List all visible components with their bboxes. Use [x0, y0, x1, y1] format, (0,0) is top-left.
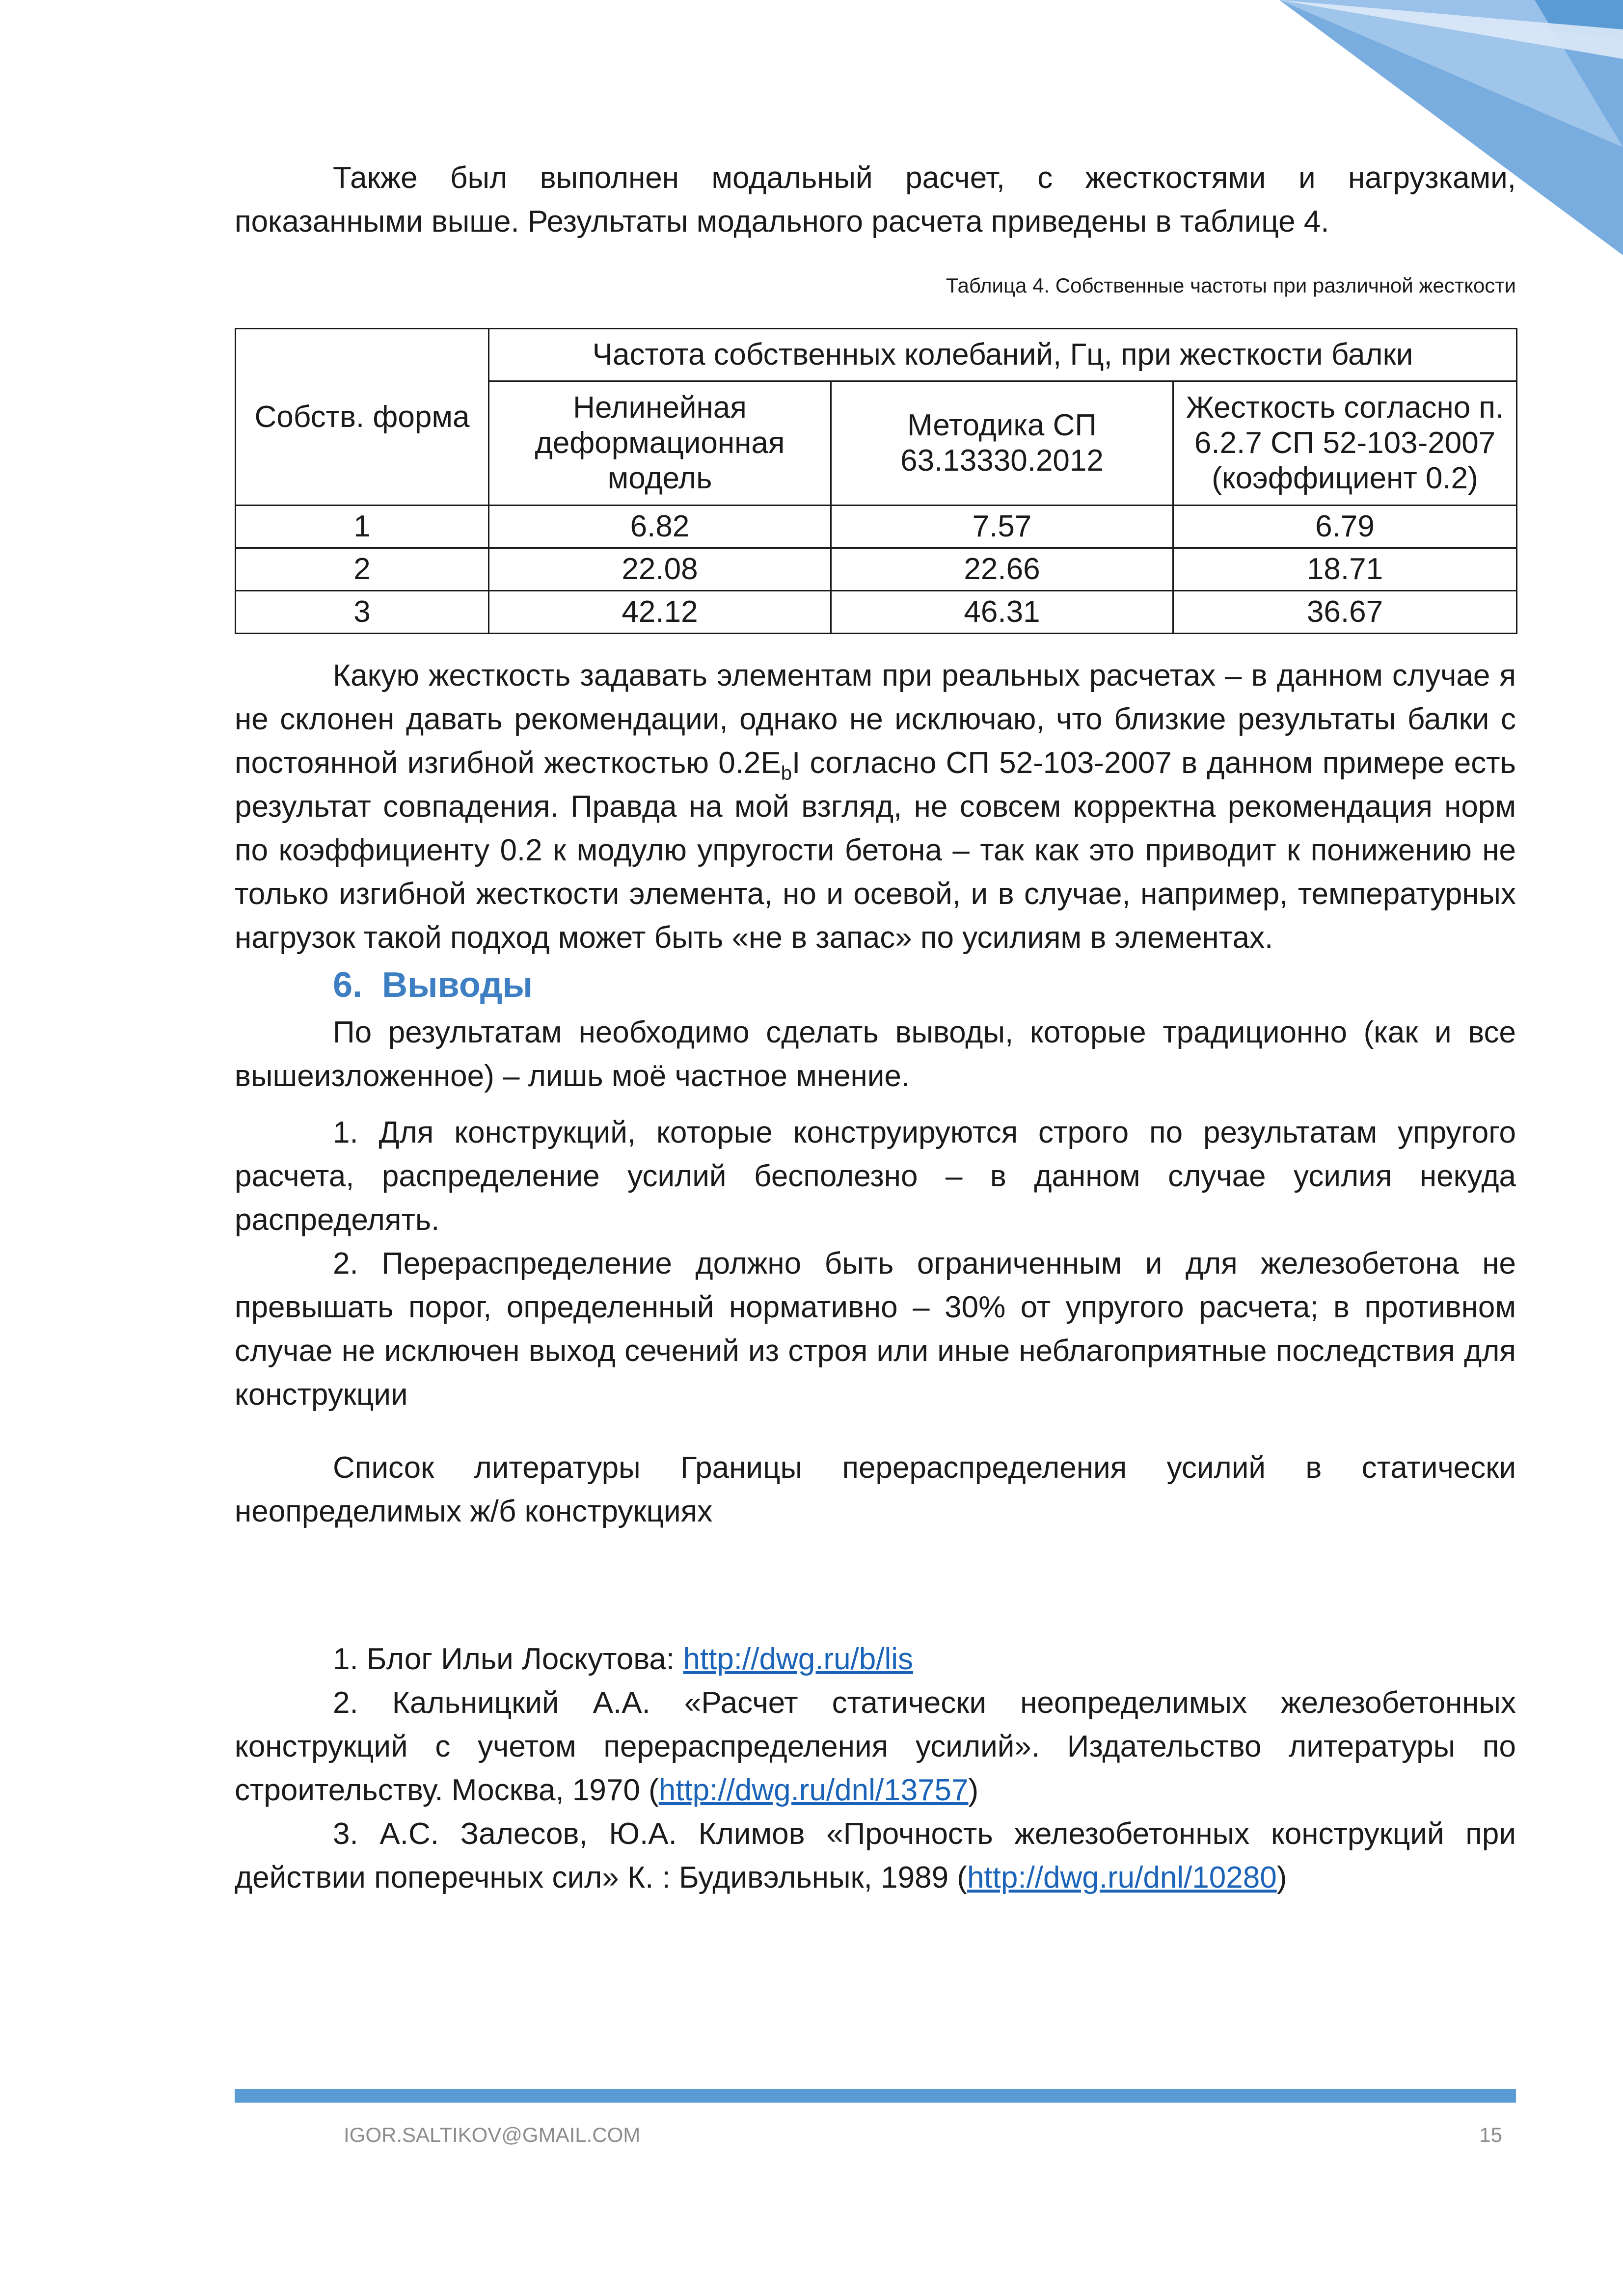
cell-form: 2 [236, 548, 489, 591]
table-row [236, 506, 1517, 548]
header-sp52: Жесткость согласно п. 6.2.7 СП 52-103-2007 (коэффициент 0.2) [1173, 381, 1517, 506]
reference-item: 3. А.С. Залесов, Ю.А. Климов «Прочность железобетонных конструкций при действии поперечных сил» К. : Будивэльнык, 1989 (http://dwg.ru/dnl/10280) [235, 1817, 1516, 1895]
cell-form: 1 [236, 506, 489, 548]
reference-item: 1. Блог Ильи Лоскутова: http://dwg.ru/b/lis [333, 1642, 914, 1676]
table-row [236, 591, 1517, 634]
cell-nonlinear: 42.12 [489, 591, 831, 634]
conclusion-item: 2. Перераспределение должно быть ограниченным и для железобетона не превышать порог, определенный нормативно – 30% от упругого расчета; в противном случае не исключен выход сечений из строя или иные неблагоприятные последствия для конструкции [235, 1247, 1516, 1412]
reference-link[interactable]: http://dwg.ru/b/lis [683, 1642, 914, 1676]
table-row [236, 548, 1517, 591]
cell-nonlinear: 6.82 [489, 506, 831, 548]
cell-sp52: 36.67 [1173, 591, 1517, 634]
cell-form: 3 [236, 591, 489, 634]
cell-nonlinear: 22.08 [489, 548, 831, 591]
header-frequency-group: Частота собственных колебаний, Гц, при жесткости балки [489, 329, 1517, 381]
cell-method: 7.57 [831, 506, 1173, 548]
references-title: Список литературы Границы перераспределения усилий в статически неопределимых ж/б конструкциях [235, 1451, 1516, 1528]
frequency-table [235, 328, 1517, 634]
reference-link[interactable]: http://dwg.ru/dnl/13757 [658, 1773, 969, 1807]
reference-item: 2. Кальницкий А.А. «Расчет статически неопределимых железобетонных конструкций с учетом перераспределения усилий». Издательство литературы по строительству. Москва, 1970 (http://dwg.ru/dnl/13757) [235, 1686, 1516, 1807]
cell-sp52: 18.71 [1173, 548, 1517, 591]
header-method: Методика СП 63.13330.2012 [831, 381, 1173, 506]
header-nonlinear: Нелинейная деформационная модель [489, 381, 831, 506]
cell-method: 22.66 [831, 548, 1173, 591]
section-heading: 6. Выводы [333, 965, 533, 1005]
footer-email: IGOR.SALTIKOV@GMAIL.COM [344, 2123, 641, 2146]
page-number: 15 [1479, 2123, 1502, 2146]
footer-bar [235, 2089, 1516, 2103]
intro-paragraph: Также был выполнен модальный расчет, с жесткостями и нагрузками, показанными выше. Результаты модального расчета приведены в таблице 4. [235, 161, 1516, 239]
page-content [235, 156, 1516, 1899]
reference-link[interactable]: http://dwg.ru/dnl/10280 [967, 1861, 1277, 1895]
cell-method: 46.31 [831, 591, 1173, 634]
conclusions-intro: По результатам необходимо сделать выводы, которые традиционно (как и все вышеизложенное) – лишь моё частное мнение. [235, 1015, 1516, 1093]
table-caption: Таблица 4. Собственные частоты при различной жесткости [946, 274, 1516, 297]
conclusion-item: 1. Для конструкций, которые конструируются строго по результатам упругого расчета, распределение усилий бесполезно – в данном случае усилия некуда распределять. [235, 1116, 1516, 1237]
cell-sp52: 6.79 [1173, 506, 1517, 548]
header-form: Собств. форма [236, 329, 489, 506]
discussion-paragraph: Какую жесткость задавать элементам при реальных расчетах – в данном случае я не склонен давать рекомендации, однако не исключаю, что близкие результаты балки с постоянной изгибной жесткостью $0.2E_bI$ согласно СП 52-103-2007 в данном примере есть результат совпадения. Правда на мой взгляд, не совсем корректна рекомендация норм по коэффициенту 0.2 к модулю упругости бетона – так как это приводит к понижению не только изгибной жесткости элемента, но и осевой, и в случае, например, температурных нагрузок такой подход может быть «не в запас» по усилиям в элементах. [235, 659, 1516, 955]
